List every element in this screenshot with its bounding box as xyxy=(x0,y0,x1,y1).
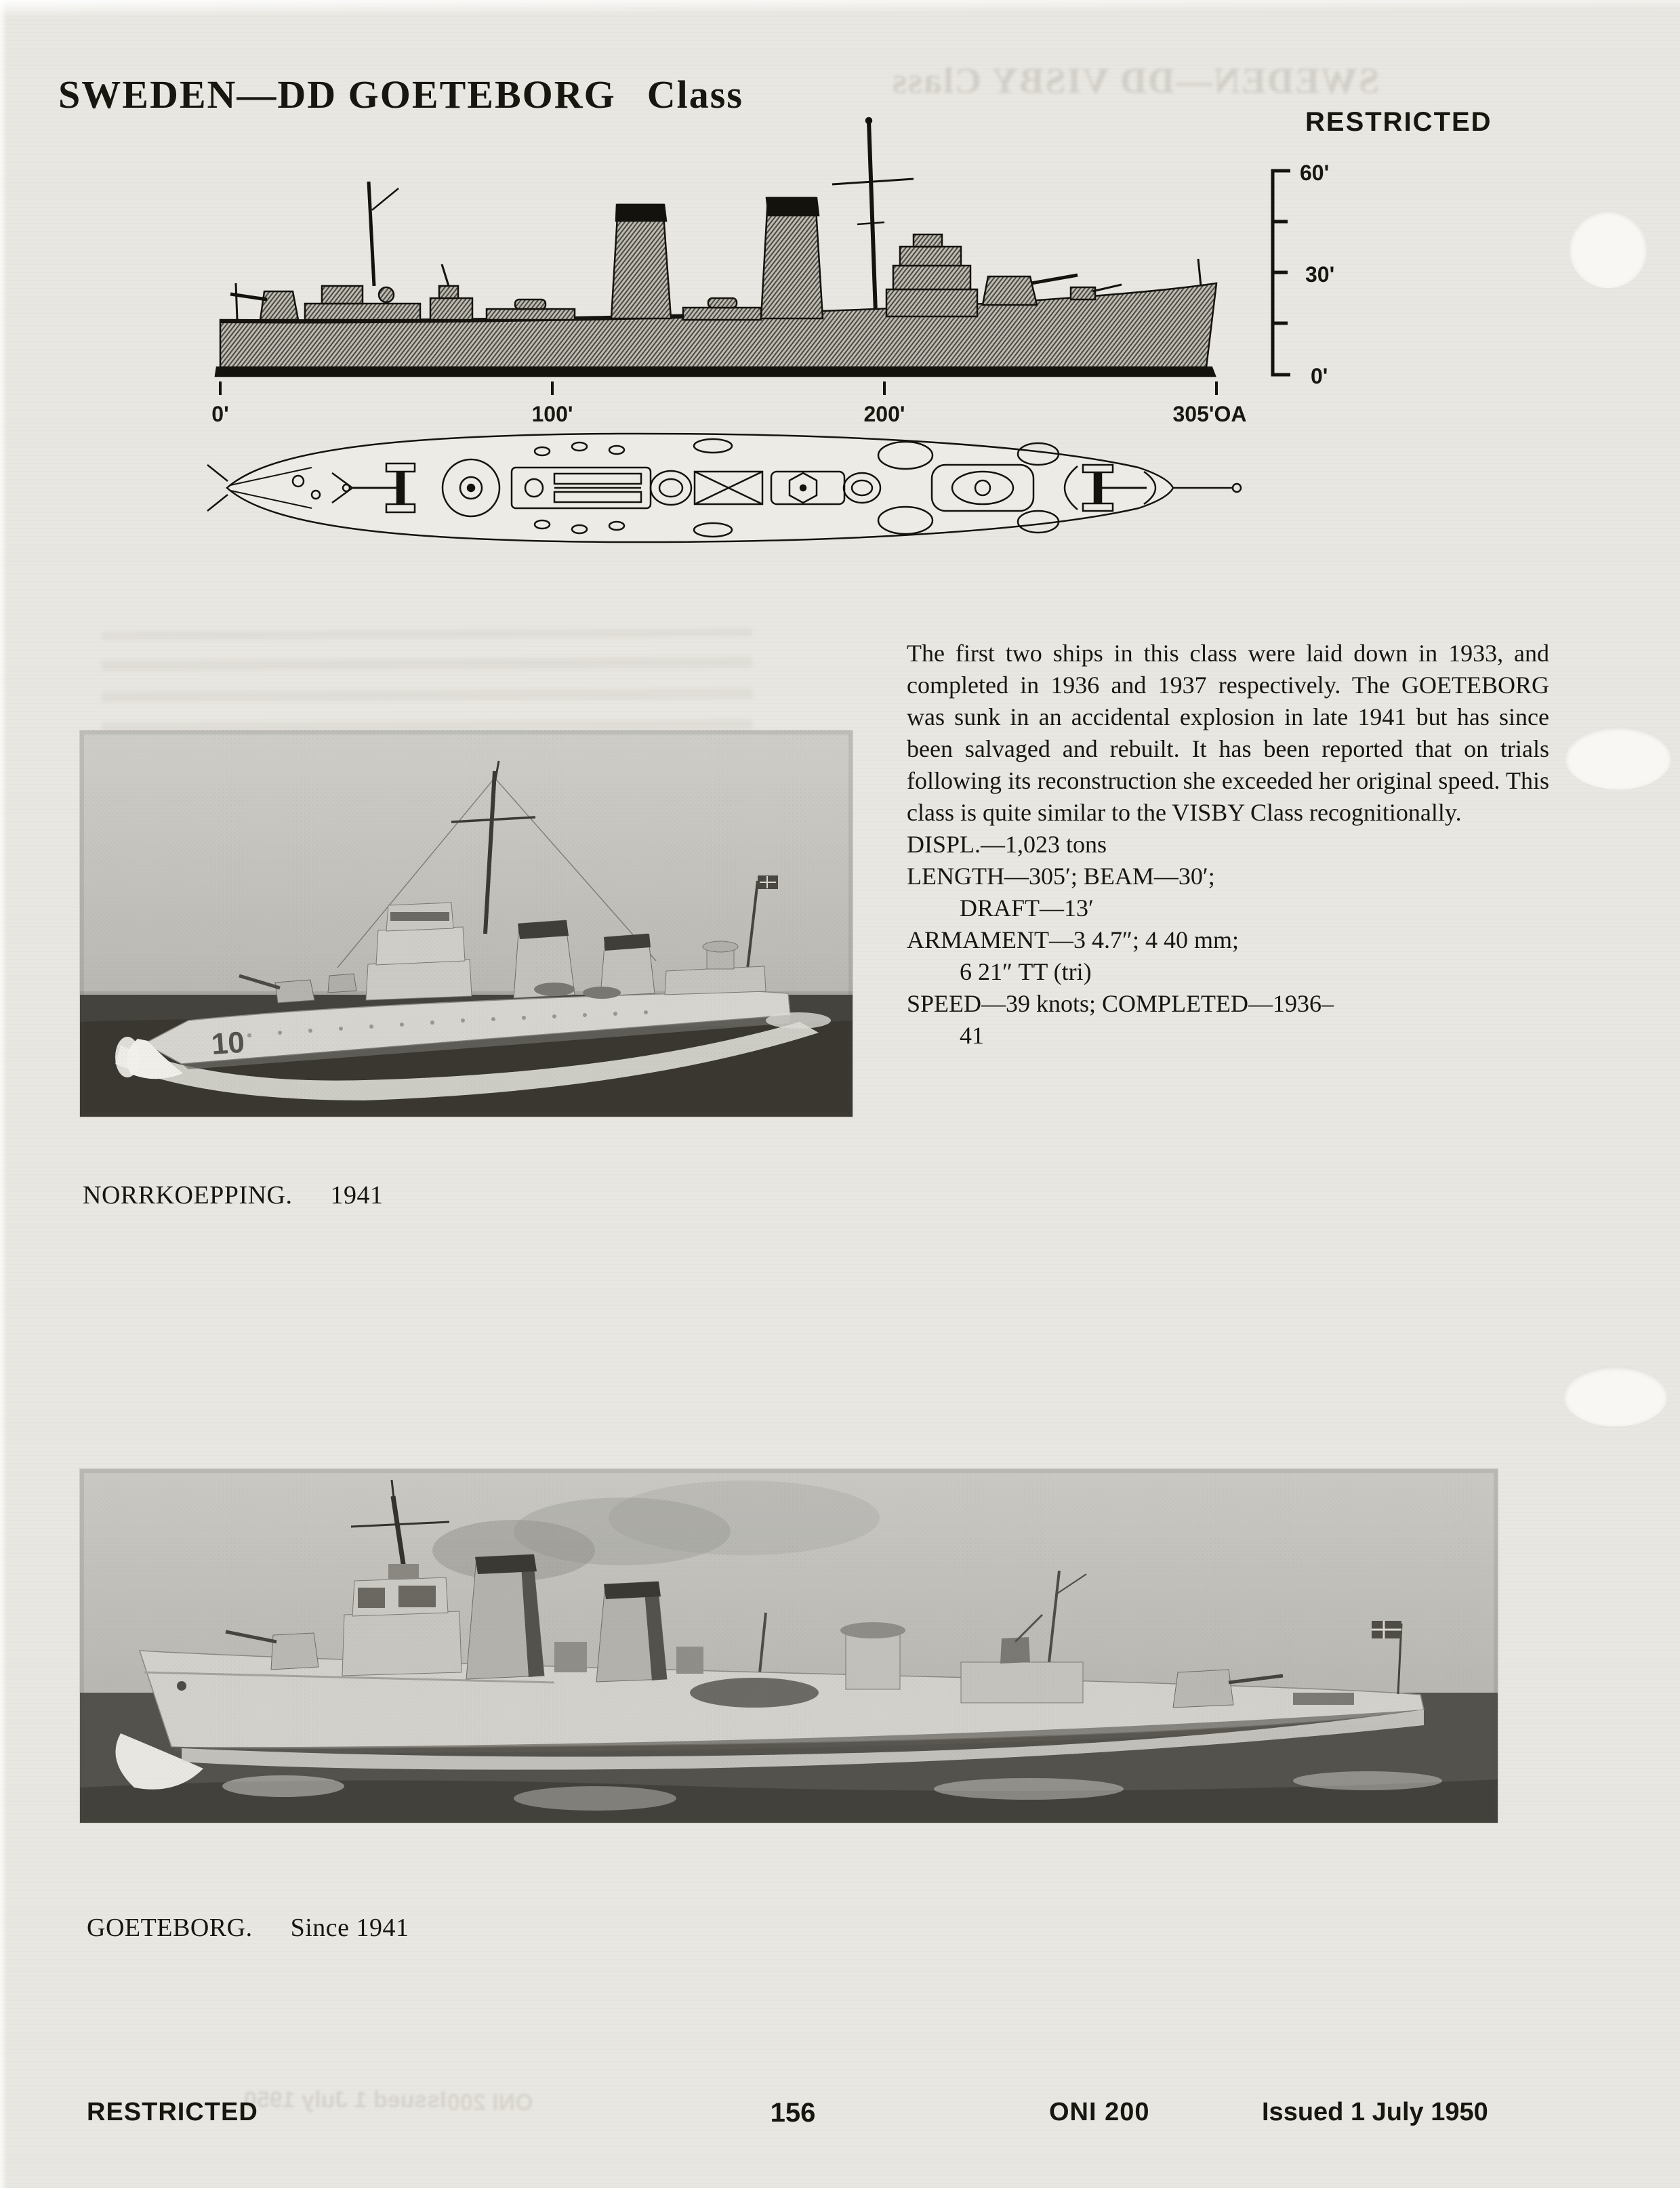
length-scale-label-305: 305'OA xyxy=(1172,402,1247,426)
scan-edge-left xyxy=(0,0,7,2188)
profile-silhouette xyxy=(216,118,1216,376)
ship-diagram-svg xyxy=(197,102,1389,562)
ghost-bleed-issued: Issued 1 July 1950 xyxy=(244,2087,447,2113)
page-title-class-word: Class xyxy=(647,73,743,117)
footer-publication: ONI 200 xyxy=(1049,2098,1150,2126)
plan-view xyxy=(207,434,1241,542)
classification-banner: RESTRICTED xyxy=(1305,107,1492,137)
spec-armament: ARMAMENT—3 4.7″; 4 40 mm; xyxy=(907,926,1239,953)
caption-date: 1941 xyxy=(330,1181,384,1210)
spec-speed-completed: SPEED—39 knots; COMPLETED—1936– xyxy=(907,990,1334,1017)
punch-hole xyxy=(1564,1366,1667,1426)
footer-issue-date: Issued 1 July 1950 xyxy=(1262,2098,1488,2126)
height-scale-label-0: 0' xyxy=(1311,364,1328,388)
height-scale-label-30: 30' xyxy=(1305,262,1335,287)
ghost-bleed-title: SWEDEN—DD VISBY Class xyxy=(890,60,1380,101)
page-title-main: SWEDEN—DD GOETEBORG xyxy=(58,73,616,117)
height-scale xyxy=(1273,171,1290,375)
footer-page-number: 156 xyxy=(770,2098,816,2128)
spec-length-beam: LENGTH—305′; BEAM—30′; xyxy=(907,863,1215,890)
description-paragraph: The first two ships in this class were laid down in 1933, and completed in 1936 and 1937 respectively. The GOETEBORG was sunk in an accidental explosion in late 1941 but has since been salvaged and rebuilt. It has been reported that on trials following its reconstruction she exceeded her original speed. This class is quite similar to the VISBY Class recognitionally. xyxy=(907,640,1549,826)
length-scale-label-0: 0' xyxy=(211,402,229,426)
recognition-diagram xyxy=(197,102,1389,562)
spec-displacement: DISPL.—1,023 tons xyxy=(907,831,1107,858)
length-scale-label-200: 200' xyxy=(863,402,905,426)
punch-hole xyxy=(1565,726,1671,789)
article-column xyxy=(907,638,1549,1052)
ghost-bleed-publication: ONI 200 xyxy=(447,2090,533,2115)
length-scale xyxy=(220,381,1216,395)
spec-completed-continued: 41 xyxy=(960,1022,984,1049)
ghost-bleed-paragraph xyxy=(102,628,752,733)
footer-classification: RESTRICTED xyxy=(87,2098,258,2126)
spec-draft: DRAFT—13′ xyxy=(960,894,1094,922)
caption-ship-name: NORRKOEPPING. xyxy=(83,1181,293,1210)
punch-hole xyxy=(1570,210,1647,287)
photo-norrkoepping-caption xyxy=(83,1180,383,1210)
photo-goeteborg-illustration xyxy=(80,1469,1498,1823)
scan-edge-top xyxy=(0,0,1680,18)
photo-norrkoepping xyxy=(80,730,853,1117)
length-scale-label-100: 100' xyxy=(531,402,573,426)
photo-norrkoepping-illustration xyxy=(80,730,853,1117)
height-scale-label-60: 60' xyxy=(1300,161,1330,185)
caption-ship-name: GOETEBORG. xyxy=(87,1914,253,1942)
photo-goeteborg-caption xyxy=(87,1913,409,1943)
spec-torpedoes: 6 21″ TT (tri) xyxy=(960,958,1092,985)
photo-goeteborg xyxy=(80,1469,1498,1823)
caption-date: Since 1941 xyxy=(290,1914,409,1942)
